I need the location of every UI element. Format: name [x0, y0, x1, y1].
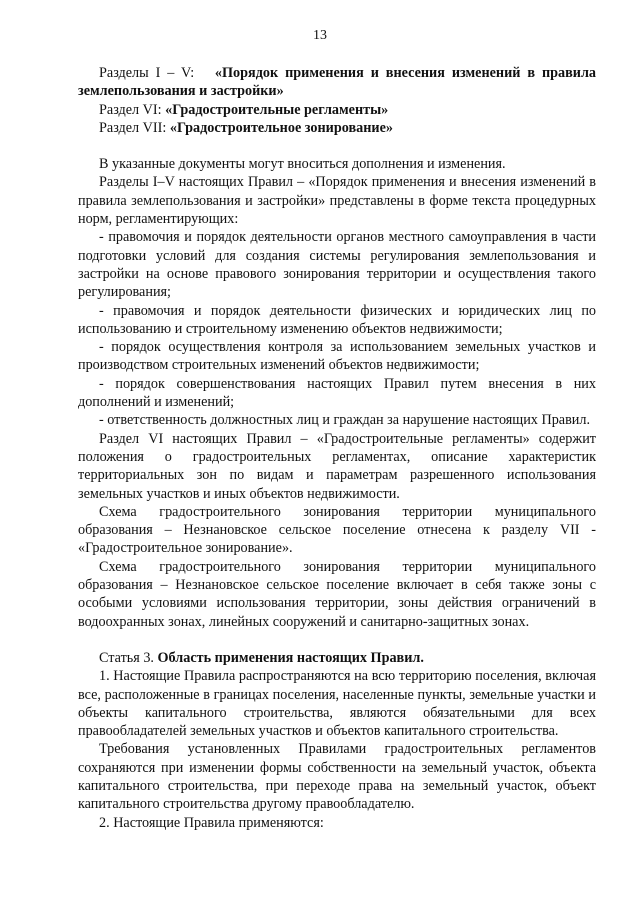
section-vii-label: Раздел VII: [99, 119, 167, 136]
list-item: - правомочия и порядок деятельности физических и юридических лиц по использованию и строительному изменению объектов недвижимости; [78, 302, 596, 337]
list-item: - порядок совершенствования настоящих Правил путем внесения в них дополнений и изменений; [78, 375, 596, 411]
list-item: - порядок осуществления контроля за использованием земельных участков и производством строительных изменений объектов недвижимости; [78, 339, 596, 374]
article-title: Область применения настоящих Правил. [157, 649, 424, 666]
spacer [78, 137, 596, 155]
paragraph: Разделы I–V настоящих Правил – «Порядок применения и внесения изменений в правила землепользования и застройки» представлены в форме текста процедурных норм, регламентирующих: [78, 174, 596, 228]
section-vii-line [78, 119, 596, 137]
paragraph: Требования установленных Правилами градостроительных регламентов сохраняются при изменении формы собственности на земельный участок, объекта капитального строительства, при переходе права на земельный участок, объект капитального строительства другому правообладателю. [78, 741, 596, 813]
sections-i-v-line [78, 64, 596, 101]
spacer [78, 631, 596, 649]
article-heading [78, 649, 596, 667]
paragraph: Схема градостроительного зонирования территории муниципального образования – Незнановское сельское поселение отнесена к разделу VII - «Градостроительное зонирование». [78, 503, 596, 557]
sections-i-v-label: Разделы I – V: [99, 65, 195, 81]
paragraph: В указанные документы могут вноситься дополнения и изменения. [99, 156, 506, 173]
paragraph: 2. Настоящие Правила применяются: [99, 814, 324, 831]
article-label: Статья 3. [99, 649, 154, 666]
paragraph: Раздел VI настоящих Правил – «Градостроительные регламенты» содержит положения о градостроительных регламентах, описание характеристик территориальных зон по видам и параметрам разрешенного использования земельных участков и иных объектов недвижимости. [78, 430, 596, 502]
section-vi-title: «Градостроительные регламенты» [165, 101, 389, 118]
paragraph: Схема градостроительного зонирования территории муниципального образования – Незнановское сельское поселение включает в себя также зоны с особыми условиями использования территории, зоны действия ограничений в водоохранных зонах, линейных сооружений и санитарно-защитных зонах. [78, 558, 596, 630]
list-item: - ответственность должностных лиц и граждан за нарушение настоящих Правил. [99, 412, 590, 429]
page-number: 13 [313, 28, 327, 43]
section-vi-line [78, 101, 596, 119]
section-vii-title: «Градостроительное зонирование» [169, 119, 393, 136]
paragraph: 1. Настоящие Правила распространяются на всю территорию поселения, включая все, расположенные в границах поселения, населенные пункты, земельные участки и объекты капитального строительства, являются обязательными для всех правообладателей земельных участков и объектов капитального строительства. [78, 668, 596, 740]
section-vi-label: Раздел VI: [99, 101, 162, 118]
list-item: - правомочия и порядок деятельности органов местного самоуправления в части подготовки условий для создания системы регулирования землепользования и застройки на основе правового зонирования территории и осуществления такого регулирования; [78, 229, 596, 301]
sections-i-v-title: «Порядок применения и внесения изменений в правила землепользования и застройки» [78, 65, 597, 100]
page-content [78, 64, 596, 832]
